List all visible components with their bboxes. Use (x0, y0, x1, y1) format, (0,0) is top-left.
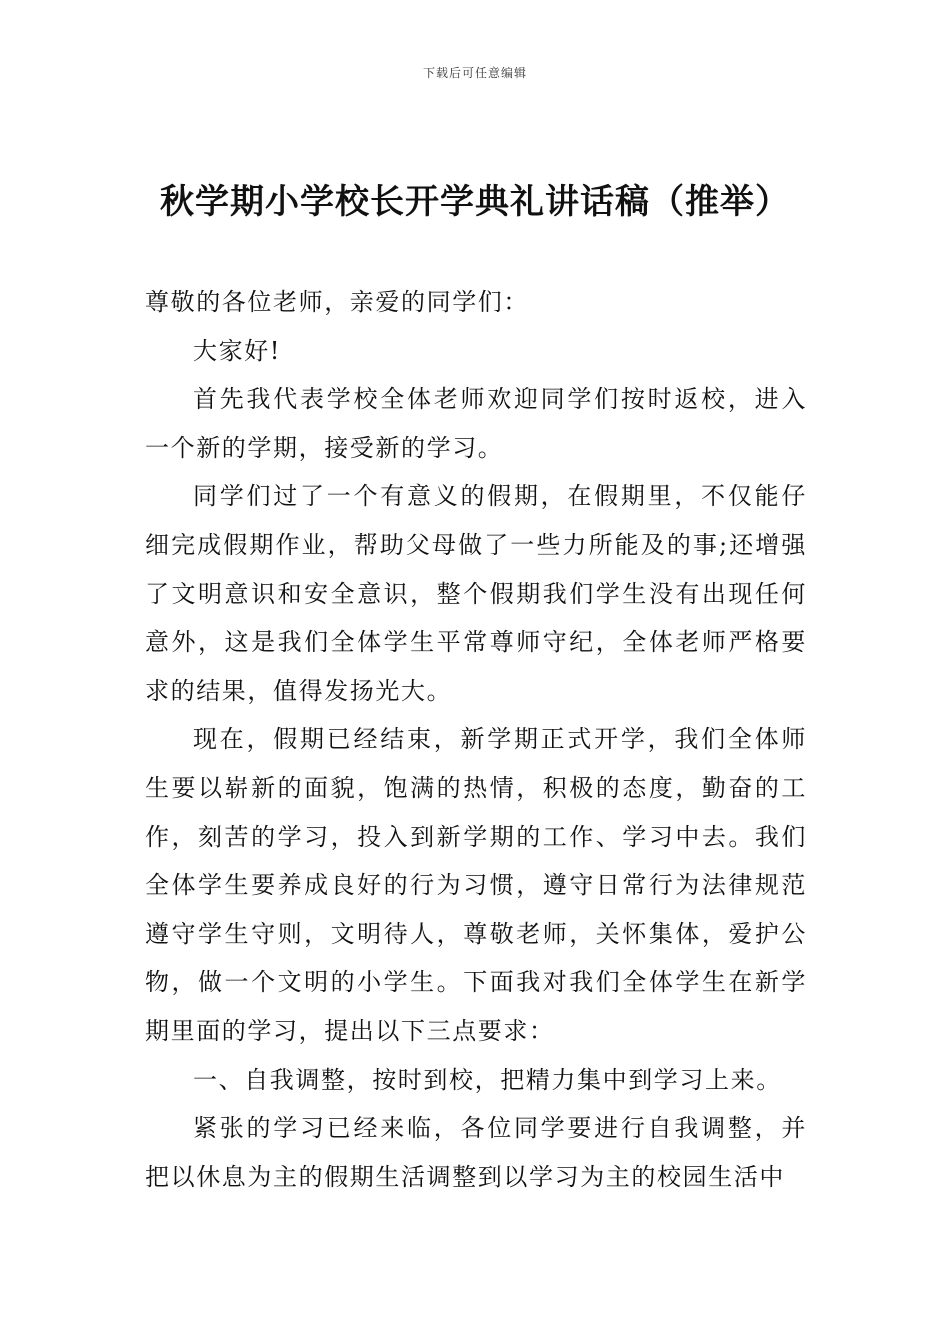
paragraph: 首先我代表学校全体老师欢迎同学们按时返校，进入一个新的学期，接受新的学习。 (145, 385, 807, 462)
paragraph: 同学们过了一个有意义的假期，在假期里，不仅能仔细完成假期作业，帮助父母做了一些力所能及的事;还增强了文明意识和安全意识，整个假期我们学生没有出现任何意外，这是我们全体学生平常尊师守纪，全体老师严格要求的结果，值得发扬光大。 (145, 482, 807, 705)
header-note: 下载后可任意编辑 (422, 66, 527, 80)
document-title: 秋学期小学校长开学典礼讲话稿（推举） (160, 182, 790, 222)
salutation: 尊敬的各位老师，亲爱的同学们： (145, 288, 529, 316)
paragraph: 大家好! (193, 336, 282, 365)
paragraph: 现在，假期已经结束，新学期正式开学，我们全体师生要以崭新的面貌，饱满的热情，积极的态度，勤奋的工作，刻苦的学习，投入到新学期的工作、学习中去。我们全体学生要养成良好的行为习惯，遵守日常行为法律规范遵守学生守则，文明待人，尊敬老师，关怀集体，爱护公物，做一个文明的小学生。下面我对我们全体学生在新学期里面的学习，提出以下三点要求： (145, 725, 807, 1045)
paragraph: 紧张的学习已经来临，各位同学要进行自我调整，并把以休息为主的假期生活调整到以学习为主的校园生活中 (145, 1114, 807, 1191)
document-body (145, 278, 807, 1201)
paragraph: 一、自我调整，按时到校，把精力集中到学习上来。 (193, 1065, 782, 1094)
